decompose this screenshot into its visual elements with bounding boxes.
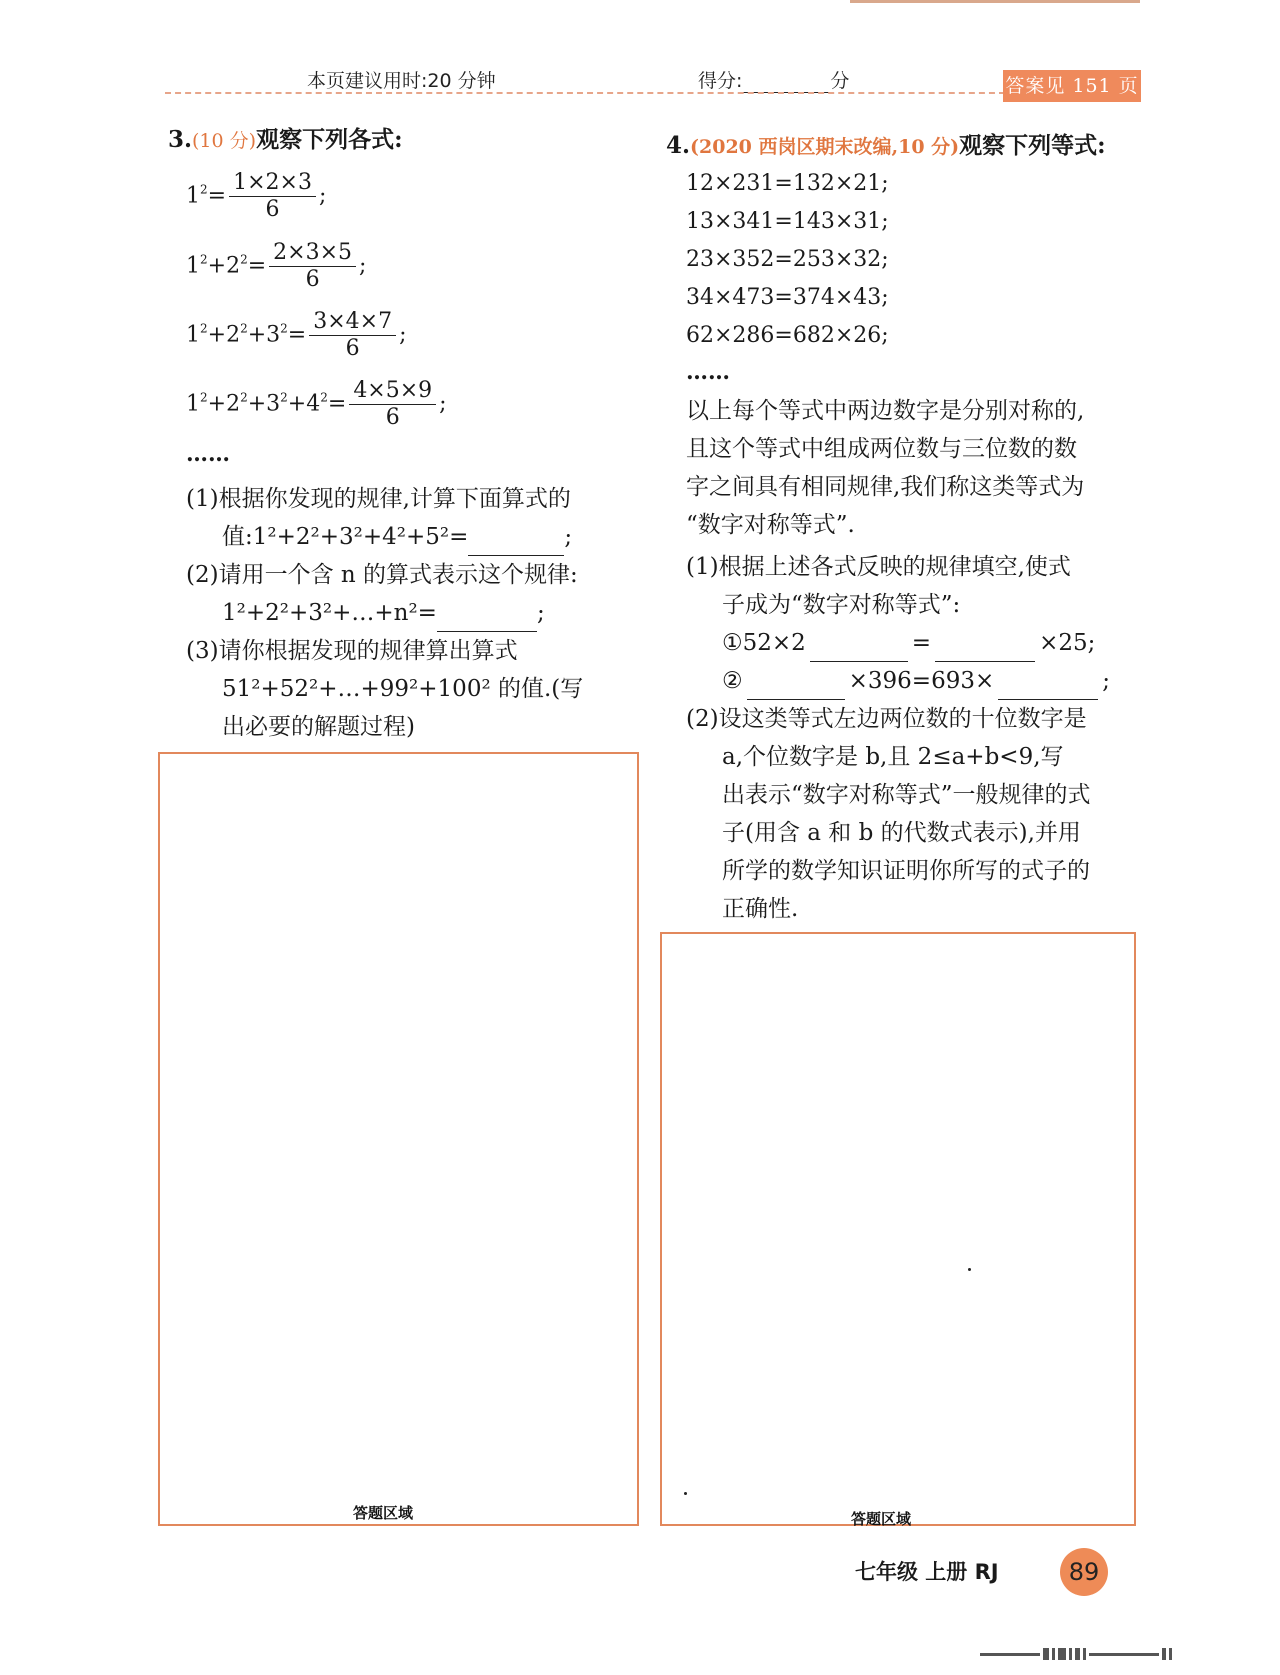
fraction-denominator: 6: [385, 405, 400, 430]
score-label: 得分:: [698, 70, 743, 92]
q4-part2-line: (2)设这类等式左边两位数的十位数字是: [686, 706, 1087, 732]
q4-equation: 62×286=682×26;: [686, 323, 889, 348]
q4-fill2-blank2[interactable]: [998, 669, 1098, 700]
q3-part1-line1: (1)根据你发现的规律,计算下面算式的: [186, 486, 571, 512]
score-field: [698, 66, 849, 93]
formula-base: 1: [186, 391, 200, 417]
q3-part1: [186, 480, 572, 556]
q4-equation: 23×352=253×32;: [686, 247, 889, 272]
q4-part1-line1: (1)根据上述各式反映的规律填空,使式: [686, 554, 1071, 580]
q4-equation: 34×473=374×43;: [686, 285, 889, 310]
fraction: [269, 240, 356, 293]
suggested-time: 本页建议用时:20 分钟: [307, 70, 496, 92]
exponent: 2: [240, 252, 248, 267]
page-number: 89: [1060, 1548, 1108, 1596]
q4-fill2-label: ②: [722, 668, 743, 694]
q3-part2-blank[interactable]: [437, 601, 537, 632]
q4-desc-line: 字之间具有相同规律,我们称这类等式为: [686, 474, 1085, 500]
plus-sign: +: [247, 322, 267, 348]
q4-description: [686, 392, 1084, 544]
q4-part2-line: a,个位数字是 b,且 2≤a+b<9,写: [722, 744, 1064, 770]
q4-equation: 12×231=132×21;: [686, 171, 889, 196]
q3-answer-area[interactable]: [158, 752, 639, 1526]
q4-part1-line2: 子成为“数字对称等式”:: [722, 592, 961, 618]
formula-base: 3: [266, 391, 281, 417]
fraction-numerator: 4×5×9: [349, 378, 436, 405]
equals-sign: =: [327, 391, 347, 417]
q4-fill2-middle: ×396=693×: [848, 668, 995, 694]
plus-sign: +: [207, 253, 227, 279]
plus-sign: +: [287, 391, 307, 417]
q3-number: 3.: [168, 126, 193, 153]
speck: [968, 1268, 971, 1271]
exponent: 2: [200, 390, 208, 405]
q3-points: (10 分): [192, 130, 257, 152]
q4-source: (2020 西岗区期末改编,10 分): [690, 136, 960, 158]
q4-fill2: [686, 662, 1110, 700]
q4-fill1-blank1[interactable]: [810, 631, 908, 662]
exponent: 2: [280, 390, 288, 405]
q4-part2-line: 子(用含 a 和 b 的代数式表示),并用: [722, 820, 1081, 846]
q4-fill1-equals: =: [911, 630, 932, 656]
page-edge-marks: [980, 1648, 1250, 1660]
exponent: 2: [320, 390, 328, 405]
q3-heading: [168, 126, 403, 155]
formula-base: 2: [226, 253, 241, 279]
q4-fill1-blank2[interactable]: [935, 631, 1035, 662]
exponent: 2: [200, 321, 208, 336]
fraction: [349, 378, 436, 431]
q4-part1: [686, 548, 1110, 700]
fraction-numerator: 3×4×7: [309, 309, 396, 336]
equals-sign: =: [287, 322, 307, 348]
q4-answer-area[interactable]: [660, 932, 1136, 1526]
formula-base: 1: [186, 183, 200, 209]
q3-part2: [186, 556, 578, 632]
semicolon: ;: [399, 322, 407, 348]
plus-sign: +: [247, 391, 267, 417]
q4-number: 4.: [666, 132, 691, 159]
formula-base: 2: [226, 322, 241, 348]
q4-part2-line: 正确性.: [722, 896, 799, 922]
q4-desc-line: “数字对称等式”.: [686, 512, 855, 538]
q4-ellipsis: ……: [686, 359, 730, 385]
q3-part1-line2: 值:1²+2²+3²+4²+5²= ;: [186, 518, 572, 556]
q4-fill1-right: ×25;: [1039, 630, 1096, 656]
formula-base: 1: [186, 322, 200, 348]
q4-part2-line: 出表示“数字对称等式”一般规律的式: [722, 782, 1091, 808]
fraction-denominator: 6: [345, 336, 360, 361]
speck: [684, 1492, 687, 1495]
semicolon: ;: [439, 391, 447, 417]
exponent: 2: [280, 321, 288, 336]
q3-formula: [186, 309, 407, 362]
plus-sign: +: [207, 391, 227, 417]
exponent: 2: [240, 321, 248, 336]
formula-base: 2: [226, 391, 241, 417]
q4-fill1: [686, 624, 1110, 662]
grade-label: 七年级 上册 RJ: [855, 1560, 999, 1584]
equals-sign: =: [207, 183, 227, 209]
exponent: 2: [200, 182, 208, 197]
fraction: [229, 170, 316, 223]
score-unit: 分: [830, 70, 850, 92]
fraction-numerator: 1×2×3: [229, 170, 316, 197]
plus-sign: +: [207, 322, 227, 348]
header-dashed-rule: [165, 92, 1005, 94]
top-edge-rule: [850, 0, 1140, 3]
q3-part3-line1: (3)请你根据发现的规律算出算式: [186, 638, 518, 664]
q4-part2: [686, 700, 1091, 928]
q4-part2-line: 所学的数学知识证明你所写的式子的: [722, 858, 1090, 884]
exponent: 2: [200, 252, 208, 267]
q3-part3-line3: 出必要的解题过程): [222, 714, 415, 740]
q3-ellipsis: ……: [186, 441, 230, 467]
q4-intro: 观察下列等式:: [959, 132, 1106, 159]
q4-equation: 13×341=143×31;: [686, 209, 889, 234]
formula-base: 1: [186, 253, 200, 279]
q4-desc-line: 且这个等式中组成两位数与三位数的数: [686, 436, 1077, 462]
fraction-denominator: 6: [265, 197, 280, 222]
equals-sign: =: [247, 253, 267, 279]
q4-fill2-end: ;: [1102, 668, 1110, 694]
formula-base: 4: [306, 391, 321, 417]
q3-formula: [186, 170, 326, 223]
fraction-numerator: 2×3×5: [269, 240, 356, 267]
q4-fill2-blank1[interactable]: [747, 669, 845, 700]
q3-formula: [186, 378, 447, 431]
q4-answer-area-label: 答题区域: [851, 1510, 912, 1528]
q3-part3-line2: 51²+52²+…+99²+100² 的值.(写: [222, 676, 584, 702]
q3-part1-blank[interactable]: [468, 525, 564, 556]
q4-fill1-left: ①52×2: [722, 630, 806, 656]
q3-part2-line2: 1²+2²+3²+…+n²= ;: [186, 594, 578, 632]
semicolon: ;: [359, 253, 367, 279]
q3-part1-expression: 值:1²+2²+3²+4²+5²=: [222, 524, 469, 550]
semicolon: ;: [318, 183, 327, 209]
answer-reference-tag: 答案见 151 页: [1003, 70, 1141, 102]
formula-base: 3: [266, 322, 281, 348]
q3-answer-area-label: 答题区域: [353, 1504, 414, 1522]
q3-part3: [186, 632, 583, 746]
q4-heading: [666, 132, 1106, 161]
q4-desc-line: 以上每个等式中两边数字是分别对称的,: [686, 398, 1085, 424]
q3-part2-expression: 1²+2²+3²+…+n²=: [222, 600, 437, 626]
q3-part2-line1: (2)请用一个含 n 的算式表示这个规律:: [186, 562, 578, 588]
fraction: [309, 309, 396, 362]
fraction-denominator: 6: [305, 267, 320, 292]
exponent: 2: [240, 390, 248, 405]
q3-intro: 观察下列各式:: [256, 126, 403, 153]
q3-formula: [186, 240, 366, 293]
